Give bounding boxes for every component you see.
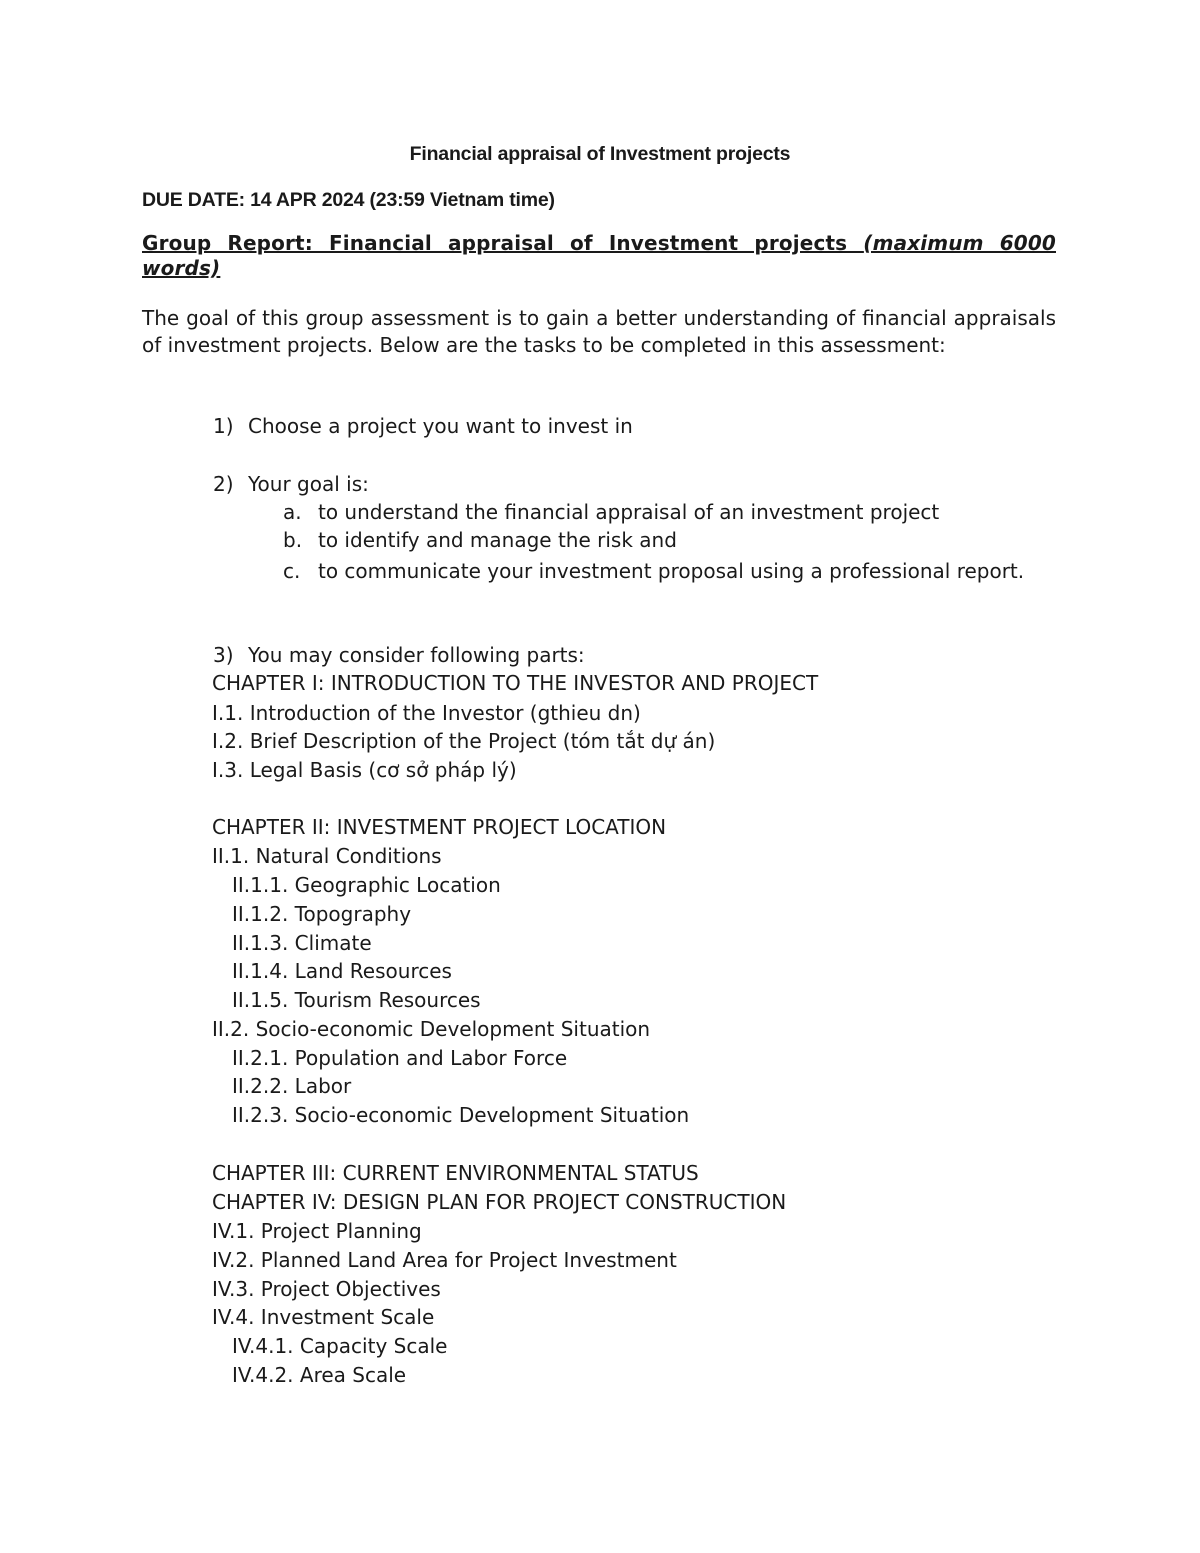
report-heading [142,231,1056,281]
outline-section: IV.1. Project Planning [212,1219,422,1243]
outline-section: I.3. Legal Basis (cơ sở pháp lý) [212,758,517,782]
task-item [213,413,633,439]
outline-chapter-heading: CHAPTER IV: DESIGN PLAN FOR PROJECT CONSTRUCTION [212,1190,787,1214]
task-text: You may consider following parts: [248,643,585,667]
outline-subsection: II.2.1. Population and Labor Force [232,1046,568,1070]
intro-paragraph: The goal of this group assessment is to gain a better understanding of financial appraisals of investment projects. Below are the tasks to be completed in this assessment: [142,306,1056,357]
due-date: DUE DATE: 14 APR 2024 (23:59 Vietnam time) [142,189,555,211]
outline-subsection: II.1.3. Climate [232,931,372,955]
outline-subsection: II.2.2. Labor [232,1074,352,1098]
task-item [213,642,585,668]
report-heading-main: Group Report: Financial appraisal of Investment projects [142,231,864,255]
outline-subsection: II.1.2. Topography [232,902,412,926]
task-text: Your goal is: [248,472,369,496]
task-item [213,471,369,497]
task-number: 2) [213,472,234,496]
task-number: 1) [213,414,234,438]
outline-section: IV.3. Project Objectives [212,1277,441,1301]
outline-section: I.1. Introduction of the Investor (gthieu dn) [212,701,641,725]
outline-subsection: II.1.5. Tourism Resources [232,988,481,1012]
outline-subsection: IV.4.1. Capacity Scale [232,1334,448,1358]
document-title: Financial appraisal of Investment projects [409,143,791,165]
outline-subsection: II.1.4. Land Resources [232,959,452,983]
goal-letter: b. [283,528,303,552]
outline-subsection: II.1.1. Geographic Location [232,873,501,897]
goal-item [283,527,677,553]
task-number: 3) [213,643,234,667]
outline-section: II.1. Natural Conditions [212,844,442,868]
outline-section: IV.4. Investment Scale [212,1305,435,1329]
outline-section: II.2. Socio-economic Development Situation [212,1017,651,1041]
outline-chapter-heading: CHAPTER II: INVESTMENT PROJECT LOCATION [212,815,667,839]
outline-subsection: IV.4.2. Area Scale [232,1363,407,1387]
goal-letter: a. [283,500,302,524]
outline-chapter-heading: CHAPTER I: INTRODUCTION TO THE INVESTOR AND PROJECT [212,671,819,695]
report-heading-word-limit: (maximum 6000 words) [142,231,1056,280]
goal-text: to communicate your investment proposal using a professional report. [318,559,1025,583]
outline-chapter-heading: CHAPTER III: CURRENT ENVIRONMENTAL STATUS [212,1161,699,1185]
goal-text: to understand the financial appraisal of an investment project [318,500,940,524]
outline-section: I.2. Brief Description of the Project (tóm tắt dự án) [212,729,716,753]
task-text: Choose a project you want to invest in [248,414,633,438]
outline-subsection: II.2.3. Socio-economic Development Situation [232,1103,690,1127]
goal-letter: c. [283,559,301,583]
outline-section: IV.2. Planned Land Area for Project Investment [212,1248,677,1272]
goal-text: to identify and manage the risk and [318,528,677,552]
goal-item [283,499,939,525]
